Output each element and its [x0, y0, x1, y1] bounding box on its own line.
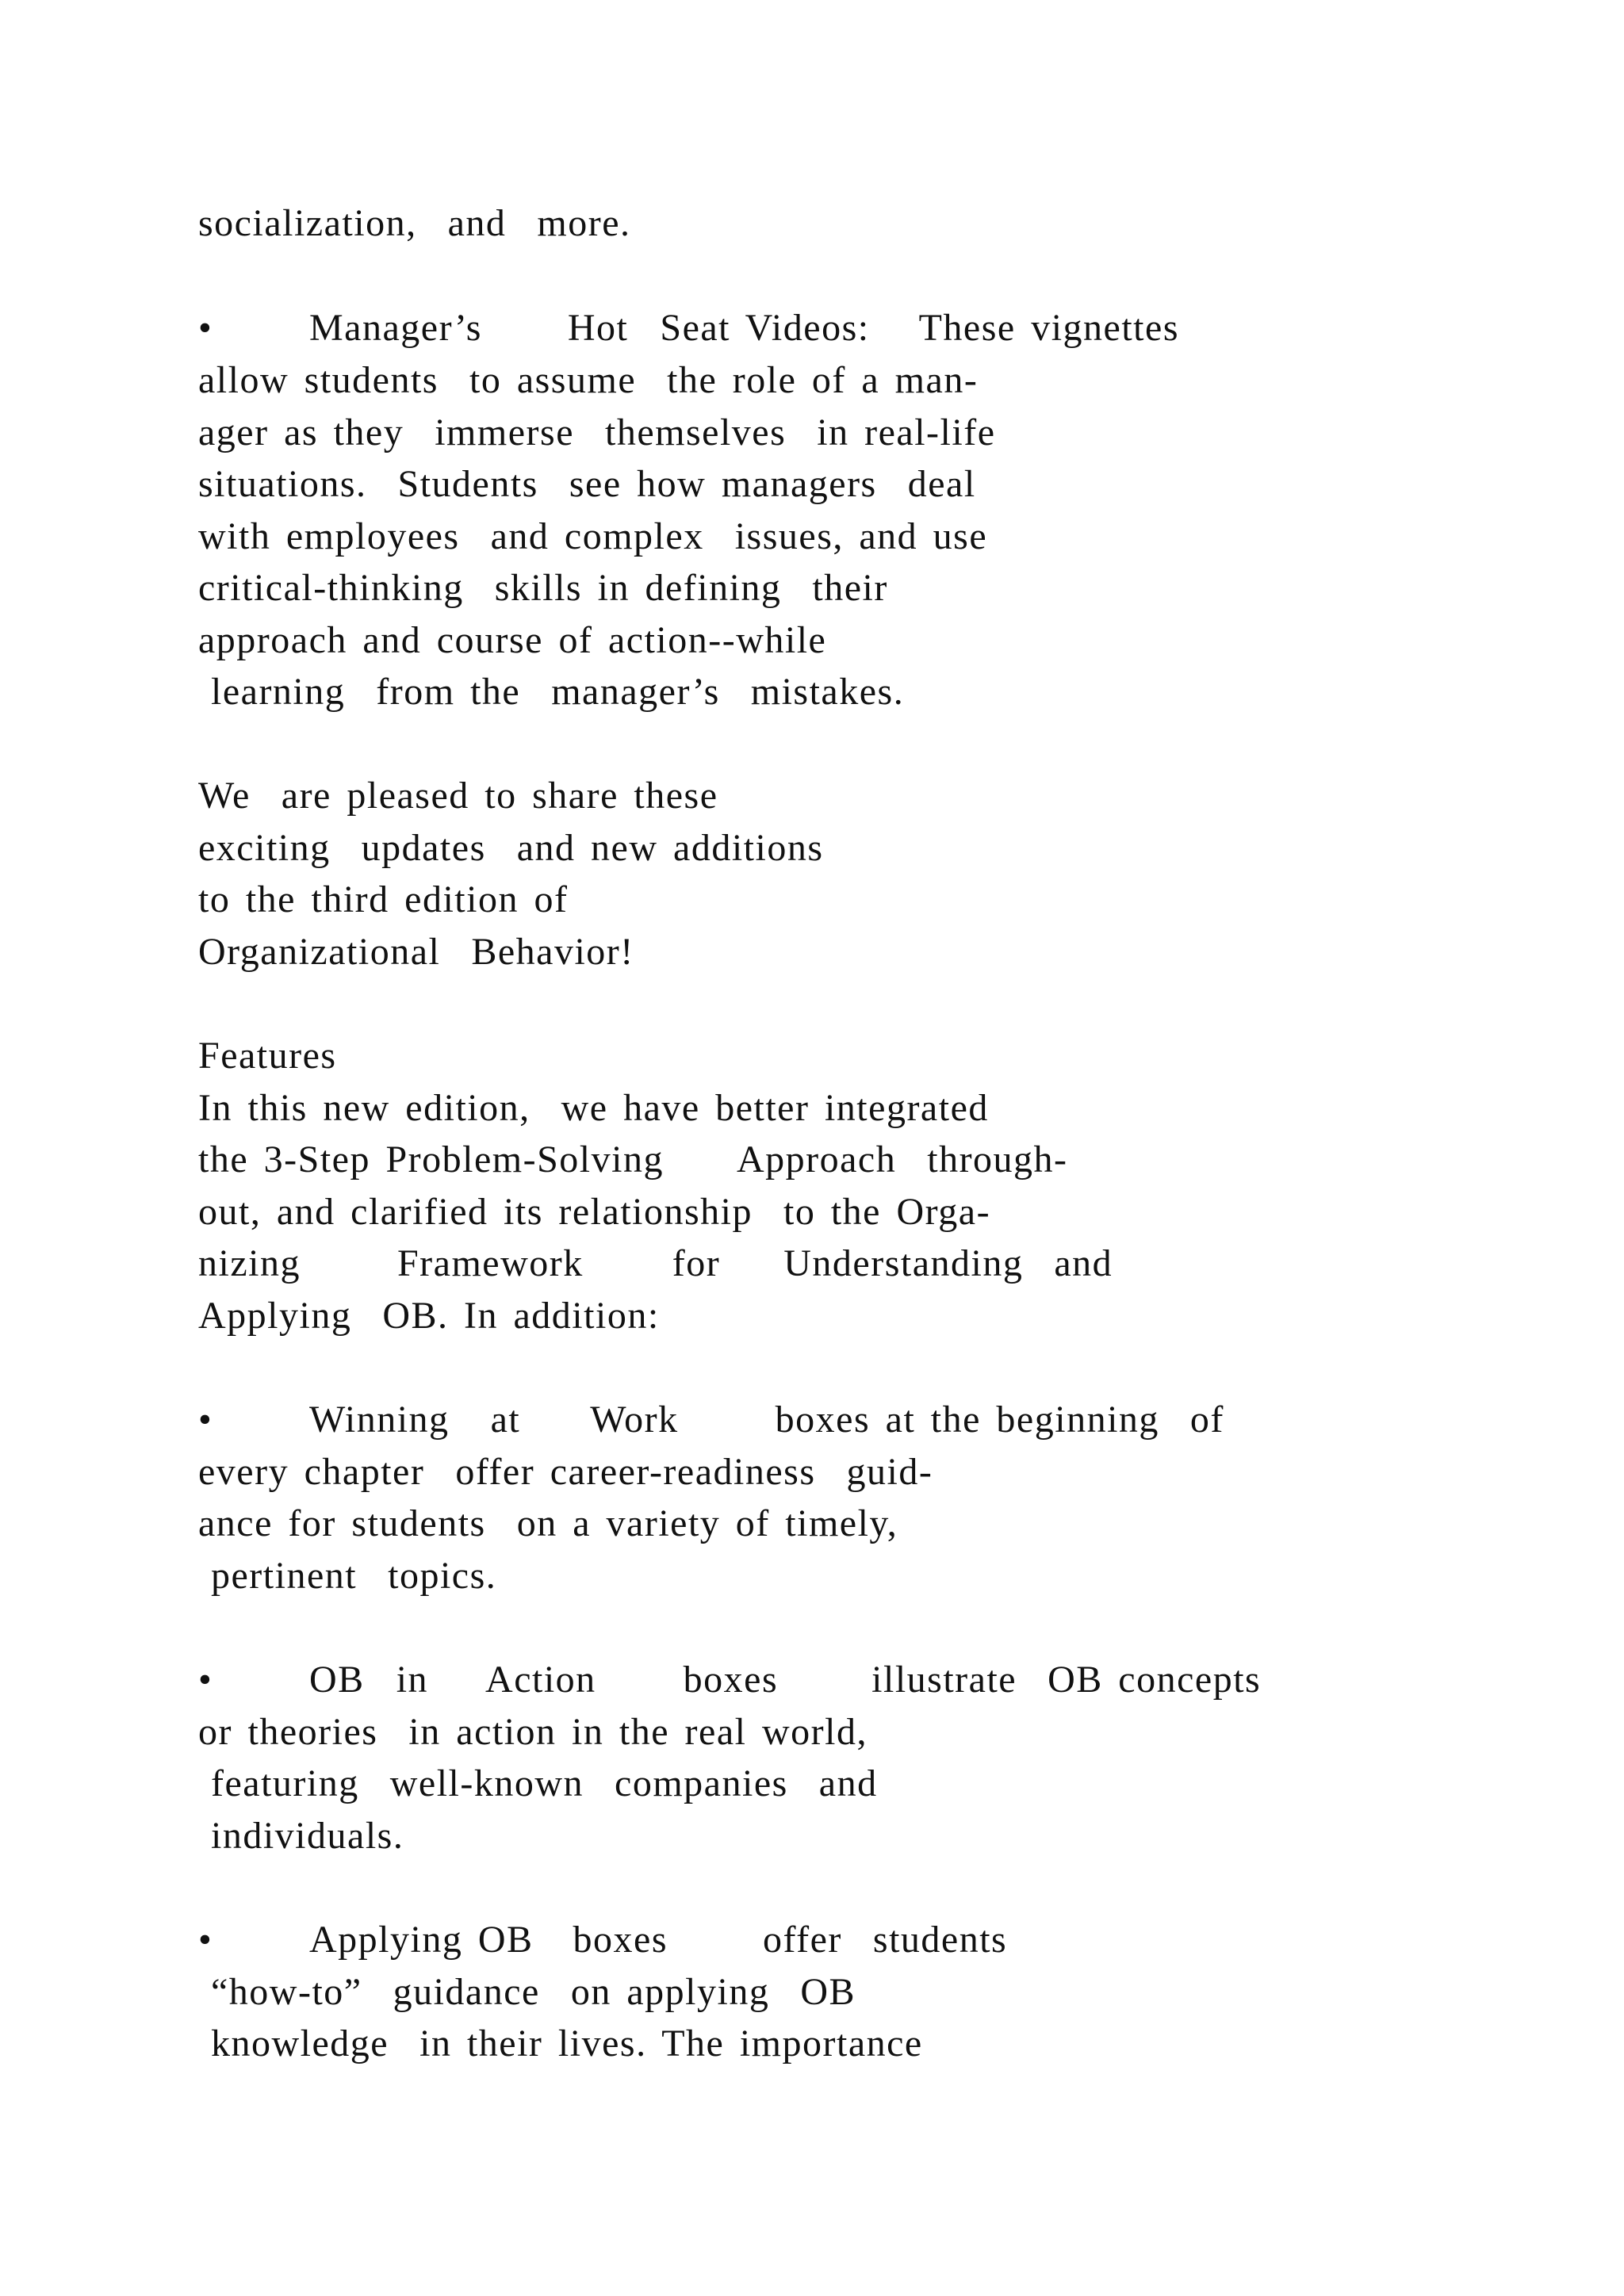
bullet-heading-ob-action: OB in Action boxes illustrate OB concepts	[309, 1659, 1262, 1701]
text-line: featuring well-known companies and	[211, 1762, 878, 1804]
text-line: pertinent topics.	[211, 1555, 497, 1597]
text-line: with employees and complex issues, and use	[198, 515, 988, 557]
text-line: situations. Students see how managers deal	[198, 463, 976, 505]
text-line: out, and clarified its relationship to the Orga-	[198, 1191, 991, 1233]
text-line: every chapter offer career-readiness guid-	[198, 1451, 933, 1493]
bullet-heading-winning: Winning at Work boxes at the beginning of	[309, 1399, 1224, 1441]
text-line: Organizational Behavior!	[198, 931, 634, 973]
bullet-icon: •	[198, 1659, 213, 1701]
text-line: Applying OB. In addition:	[198, 1295, 660, 1337]
text-line: nizing Framework for Understanding and	[198, 1242, 1113, 1284]
text-line: “how-to” guidance on applying OB	[211, 1971, 856, 2013]
text-line: In this new edition, we have better integrated	[198, 1087, 989, 1129]
text-line: the 3-Step Problem-Solving Approach through-	[198, 1138, 1068, 1181]
bullet-icon: •	[198, 307, 213, 349]
text-line: approach and course of action--while	[198, 619, 827, 661]
text-line: ance for students on a variety of timely,	[198, 1502, 898, 1544]
text-line: socialization, and more.	[198, 202, 631, 244]
text-line: We are pleased to share these	[198, 775, 718, 817]
text-line: knowledge in their lives. The importance	[211, 2022, 923, 2064]
text-line: learning from the manager’s mistakes.	[211, 671, 905, 713]
bullet-heading-hot-seat: Manager’s Hot Seat Videos: These vignettes	[309, 307, 1179, 349]
bullet-icon: •	[198, 1399, 213, 1441]
text-line: exciting updates and new additions	[198, 827, 824, 869]
bullet-heading-applying: Applying OB boxes offer students	[309, 1919, 1008, 1961]
text-line: allow students to assume the role of a man-	[198, 359, 979, 401]
bullet-icon: •	[198, 1919, 213, 1961]
text-line: or theories in action in the real world,	[198, 1711, 868, 1753]
text-line: to the third edition of	[198, 878, 569, 920]
section-heading: Features	[198, 1035, 337, 1077]
text-line: ager as they immerse themselves in real-life	[198, 411, 996, 453]
text-line: individuals.	[211, 1815, 404, 1857]
text-line: critical-thinking skills in defining their	[198, 567, 888, 609]
